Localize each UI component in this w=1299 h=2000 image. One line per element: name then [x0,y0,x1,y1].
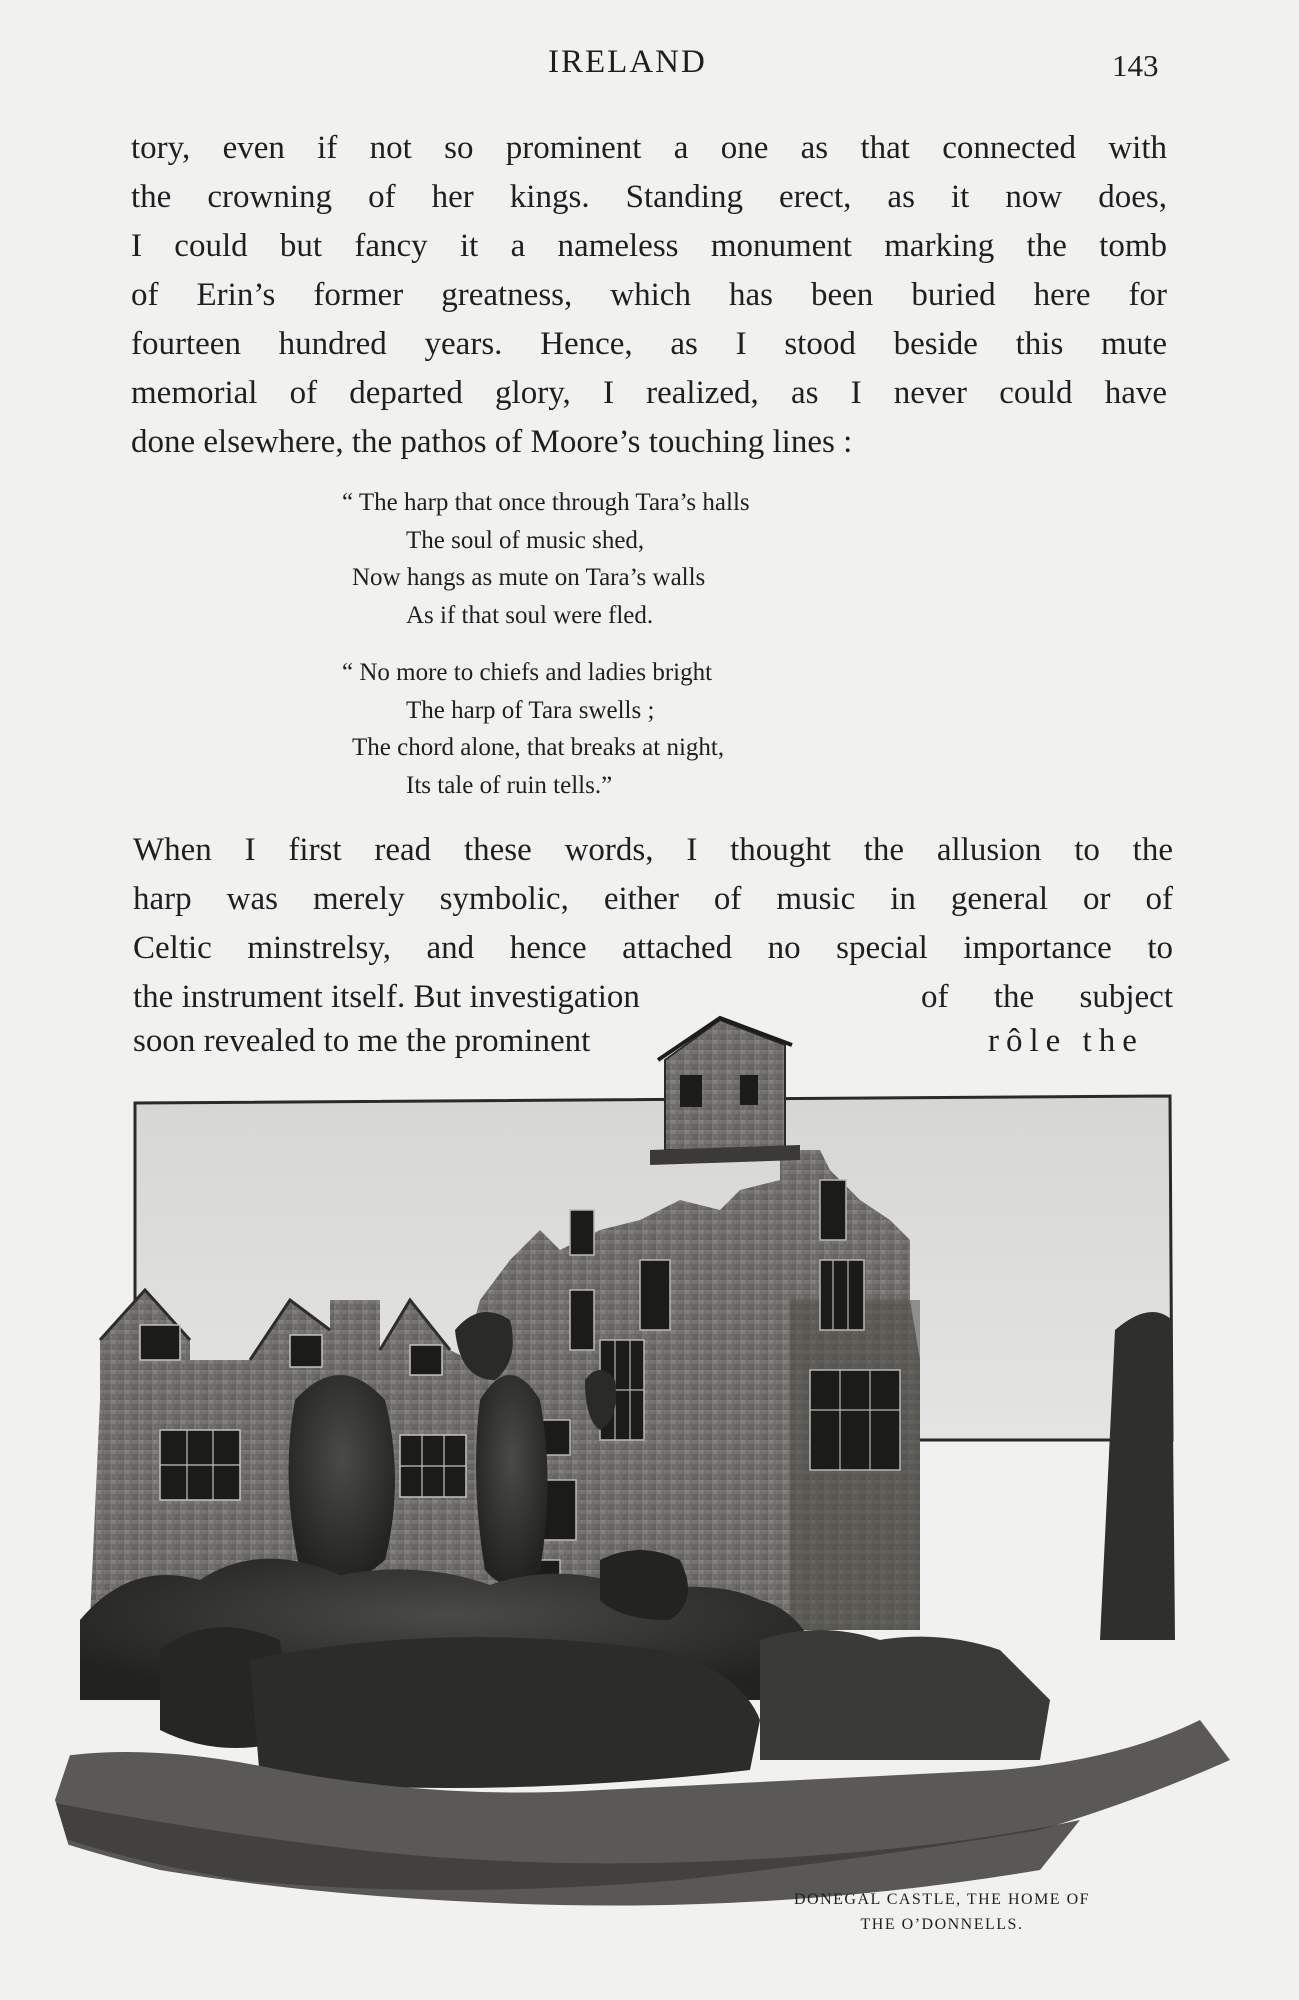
text-line: fourteen hundred years. Hence, as I stood beside this mute [131,326,1167,362]
verse-line: Now hangs as mute on Tara’s walls [352,564,706,591]
castle-photograph [40,1000,1230,1950]
poem-stanza-2 [342,654,725,804]
verse-line: The harp of Tara swells ; [406,696,655,724]
running-title: IRELAND [548,44,707,80]
text-line: the crowning of her kings. Standing erect, as it now does, [131,179,1167,215]
verse-line: As if that soul were fled. [406,601,654,629]
text-line: Celtic minstrelsy, and hence attached no special importance to [133,930,1173,966]
running-head [0,44,1299,84]
text-line: harp was merely symbolic, either of music in general or of [133,881,1173,917]
text-line: done elsewhere, the pathos of Moore’s touching lines : [131,424,853,460]
text-line: tory, even if not so prominent a one as that connected with [131,130,1167,166]
text-line-left: soon revealed to me the prominent [133,1023,591,1059]
text-line-left: the instrument itself. But investigation [133,979,640,1015]
verse-line: “ The harp that once through Tara’s halls [342,489,750,516]
verse-line: The soul of music shed, [406,526,645,554]
paragraph-1 [131,124,1167,467]
verse-line: “ No more to chiefs and ladies bright [342,659,713,686]
caption-line: THE O’DONNELLS. [860,1916,1024,1933]
paragraph-2 [133,826,1173,1022]
poem-stanza-1 [342,484,750,634]
text-line-right: of the subject [921,979,1173,1015]
verse-line: The chord alone, that breaks at night, [352,734,725,761]
photo-caption [742,1887,1142,1937]
caption-line: DONEGAL CASTLE, THE HOME OF [793,1891,1091,1908]
text-line: I could but fancy it a nameless monument marking the tomb [131,228,1167,264]
text-line: When I first read these words, I thought the allusion to the [133,832,1173,868]
verse-line: Its tale of ruin tells.” [406,771,613,799]
text-line: of Erin’s former greatness, which has been buried here for [131,277,1167,313]
text-line: memorial of departed glory, I realized, as I never could have [131,375,1167,411]
text-line-right: rôle the [988,1023,1144,1059]
page-number: 143 [1112,48,1159,83]
